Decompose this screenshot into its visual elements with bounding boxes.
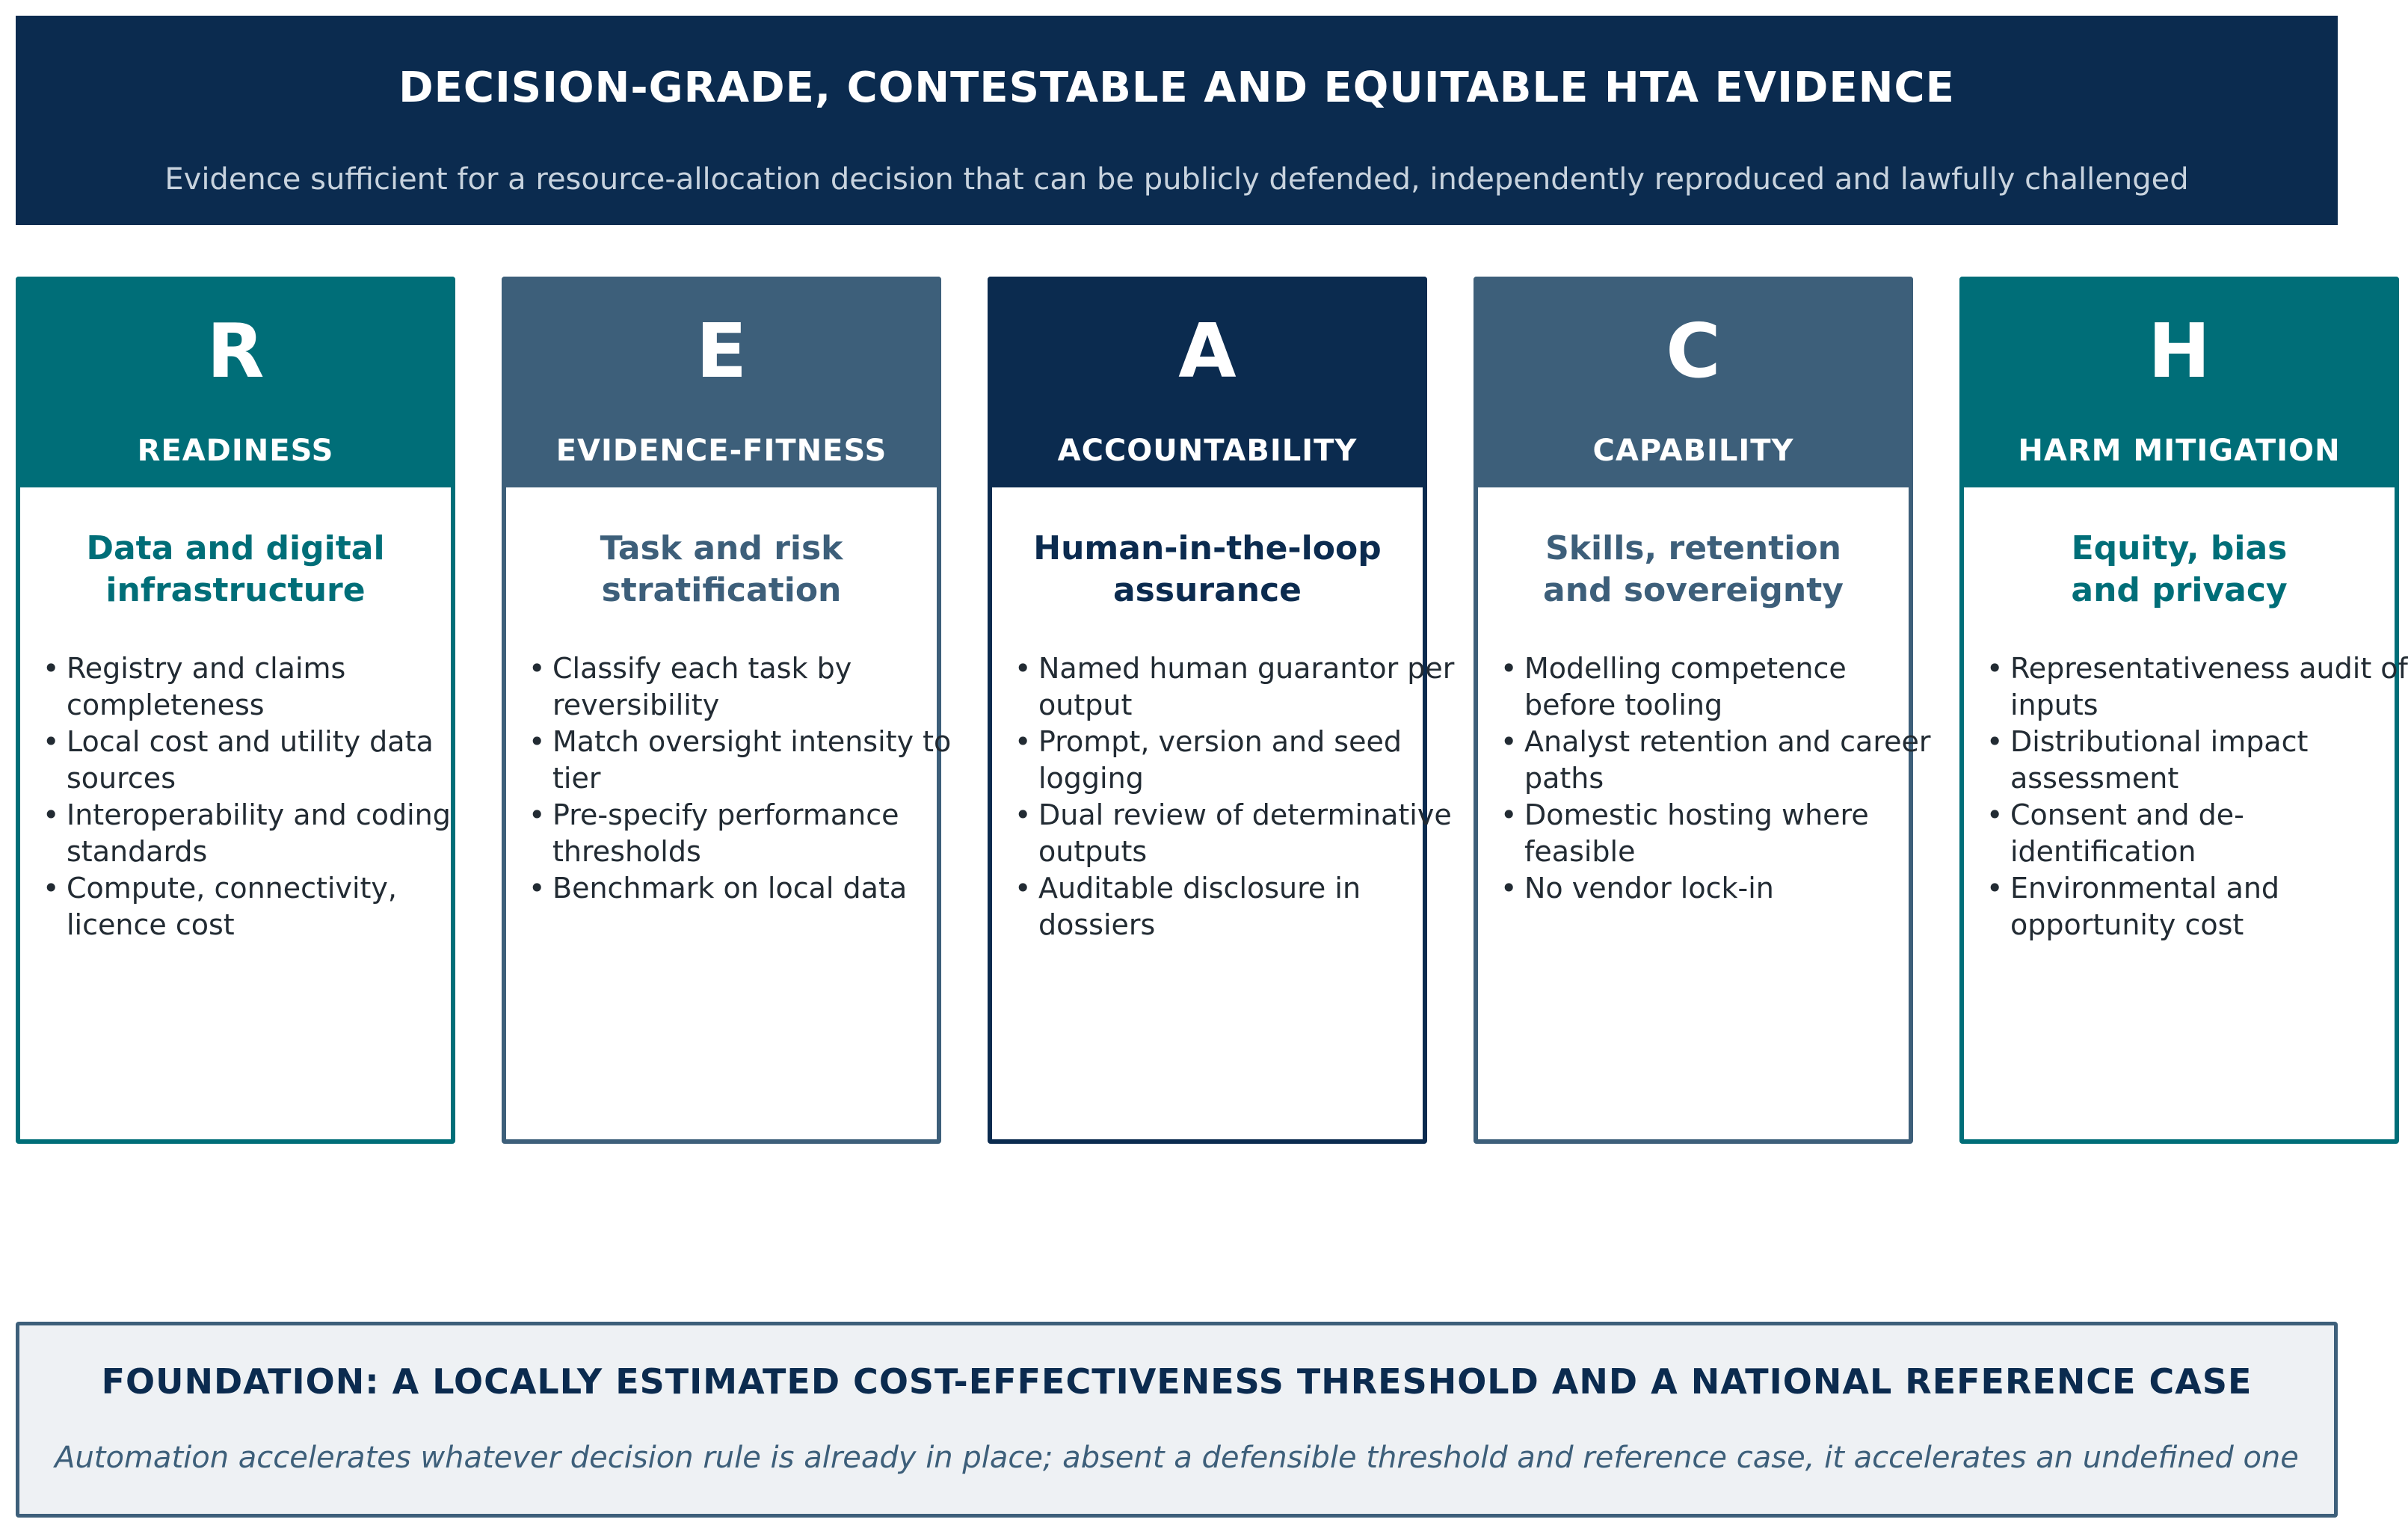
pillar-header — [502, 277, 941, 487]
pillar-letter: R — [206, 307, 265, 395]
pillar-subtitle: Human-in-the-loop assurance — [1033, 529, 1382, 609]
pillar-subtitle: Task and risk stratification — [600, 529, 843, 609]
list-item: • Modelling competence before tooling — [1500, 650, 1943, 724]
list-item: • Domestic hosting where feasible — [1500, 797, 1943, 870]
list-item: • Pre-specify performance thresholds — [529, 797, 971, 870]
pillar-letter: H — [2148, 307, 2211, 395]
list-item: • Classify each task by reversibility — [529, 650, 971, 724]
pillar-capability — [1474, 277, 1931, 1144]
header-title: DECISION-GRADE, CONTESTABLE AND EQUITABLE HTA EVIDENCE — [398, 64, 1955, 112]
pillar-subtitle: Data and digital infrastructure — [86, 529, 385, 609]
list-item: • Analyst retention and career paths — [1500, 724, 1943, 797]
pillar-item-list — [1986, 650, 2408, 943]
pillar-accountability — [988, 277, 1455, 1144]
foundation-box — [16, 1322, 2338, 1518]
pillar-header — [988, 277, 1427, 487]
pillar-evidence-fitness — [502, 277, 952, 1144]
header-banner — [16, 16, 2338, 225]
pillar-name: READINESS — [137, 434, 334, 468]
list-item: • Interoperability and coding standards — [43, 797, 485, 870]
pillar-header — [16, 277, 455, 487]
list-item: • Match oversight intensity to tier — [529, 724, 971, 797]
pillar-item-list — [43, 650, 521, 943]
pillar-item-list — [1500, 650, 1979, 907]
pillar-item-list — [1014, 650, 1493, 943]
pillar-header — [1474, 277, 1913, 487]
pillar-subtitle: Equity, bias and privacy — [2071, 529, 2288, 609]
list-item: • Distributional impact assessment — [1986, 724, 2408, 797]
list-item: • Auditable disclosure in dossiers — [1014, 870, 1457, 943]
list-item: • Local cost and utility data sources — [43, 724, 485, 797]
pillar-header — [1959, 277, 2399, 487]
header-subtitle: Evidence sufficient for a resource-allocation decision that can be publicly defended, independently reproduced and lawfully challenged — [164, 162, 2189, 197]
pillar-name: EVIDENCE-FITNESS — [555, 434, 887, 468]
pillar-readiness — [16, 277, 455, 1144]
list-item: • Named human guarantor per output — [1014, 650, 1457, 724]
pillar-name: ACCOUNTABILITY — [1057, 434, 1358, 468]
list-item: • Representativeness audit of inputs — [1986, 650, 2408, 724]
list-item: • Compute, connectivity, licence cost — [43, 870, 485, 943]
pillar-letter: E — [695, 307, 748, 395]
list-item: • Benchmark on local data — [529, 870, 971, 907]
pillar-letter: C — [1666, 307, 1721, 395]
list-item: • Dual review of determinative outputs — [1014, 797, 1457, 870]
pillar-letter: A — [1178, 307, 1237, 395]
list-item: • Environmental and opportunity cost — [1986, 870, 2408, 943]
pillar-subtitle: Skills, retention and sovereignty — [1543, 529, 1844, 609]
pillar-name: HARM MITIGATION — [2018, 434, 2341, 468]
list-item: • Prompt, version and seed logging — [1014, 724, 1457, 797]
pillar-item-list — [529, 650, 1007, 907]
list-item: • Registry and claims completeness — [43, 650, 485, 724]
foundation-subtitle: Automation accelerates whatever decision rule is already in place; absent a defensible threshold and reference case, it accelerates an undefined one — [55, 1441, 2299, 1475]
list-item: • Consent and de-identification — [1986, 797, 2408, 870]
foundation-title: FOUNDATION: A LOCALLY ESTIMATED COST-EFFECTIVENESS THRESHOLD AND A NATIONAL REFERENCE CASE — [101, 1361, 2253, 1402]
pillar-name: CAPABILITY — [1592, 434, 1794, 468]
list-item: • No vendor lock-in — [1500, 870, 1943, 907]
pillar-harm-mitigation — [1959, 277, 2408, 1144]
